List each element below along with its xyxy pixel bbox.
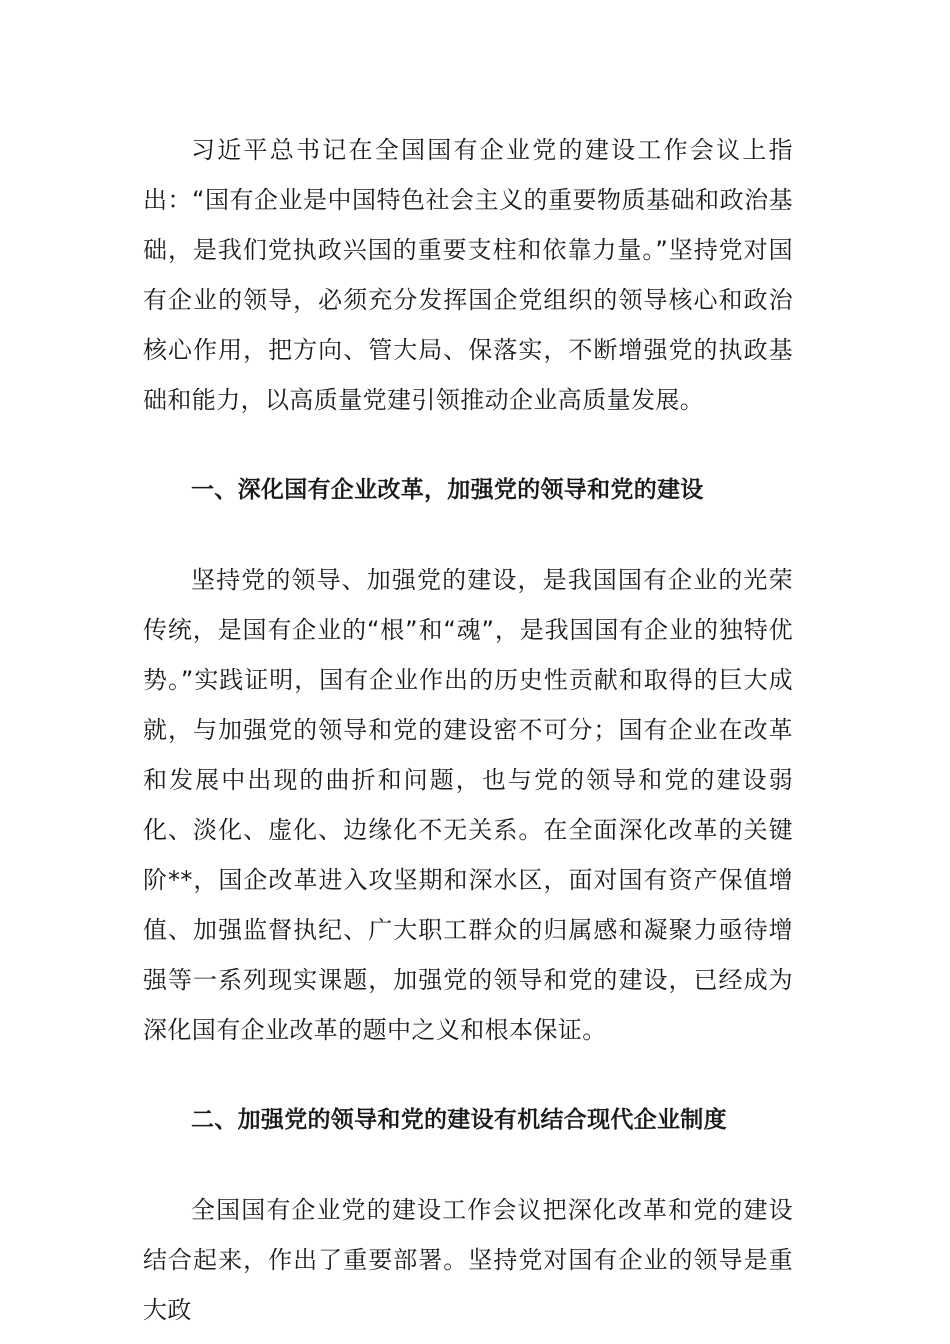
paragraph-section-2: 全国国有企业党的建设工作会议把深化改革和党的建设结合起来，作出了重要部署。坚持党对国有企业的领导是重大政	[143, 1196, 793, 1324]
spacer	[143, 1145, 793, 1185]
spacer	[143, 515, 793, 555]
paragraph-intro: 习近平总书记在全国国有企业党的建设工作会议上指出：“国有企业是中国特色社会主义的重要物质基础和政治基础，是我们党执政兴国的重要支柱和依靠力量。”坚持党对国有企业的领导，必须充分发挥国企党组织的领导核心和政治核心作用，把方向、管大局、保落实，不断增强党的执政基础和能力，以高质量党建引领推动企业高质量发展。	[143, 136, 793, 414]
section-heading-1: 一、深化国有企业改革，加强党的领导和党的建设	[191, 477, 704, 503]
document-page	[143, 125, 793, 1335]
spacer	[143, 1055, 793, 1095]
section-heading-2: 二、加强党的领导和党的建设有机结合现代企业制度	[191, 1107, 727, 1133]
paragraph-section-1: 坚持党的领导、加强党的建设，是我国国有企业的光荣传统，是国有企业的“根”和“魂”，是我国国有企业的独特优势。”实践证明，国有企业作出的历史性贡献和取得的巨大成就，与加强党的领导和党的建设密不可分；国有企业在改革和发展中出现的曲折和问题，也与党的领导和党的建设弱化、淡化、虚化、边缘化不无关系。在全面深化改革的关键阶**，国企改革进入攻坚期和深水区，面对国有资产保值增值、加强监督执纪、广大职工群众的归属感和凝聚力亟待增强等一系列现实课题，加强党的领导和党的建设，已经成为深化国有企业改革的题中之义和根本保证。	[143, 566, 793, 1044]
spacer	[143, 425, 793, 465]
